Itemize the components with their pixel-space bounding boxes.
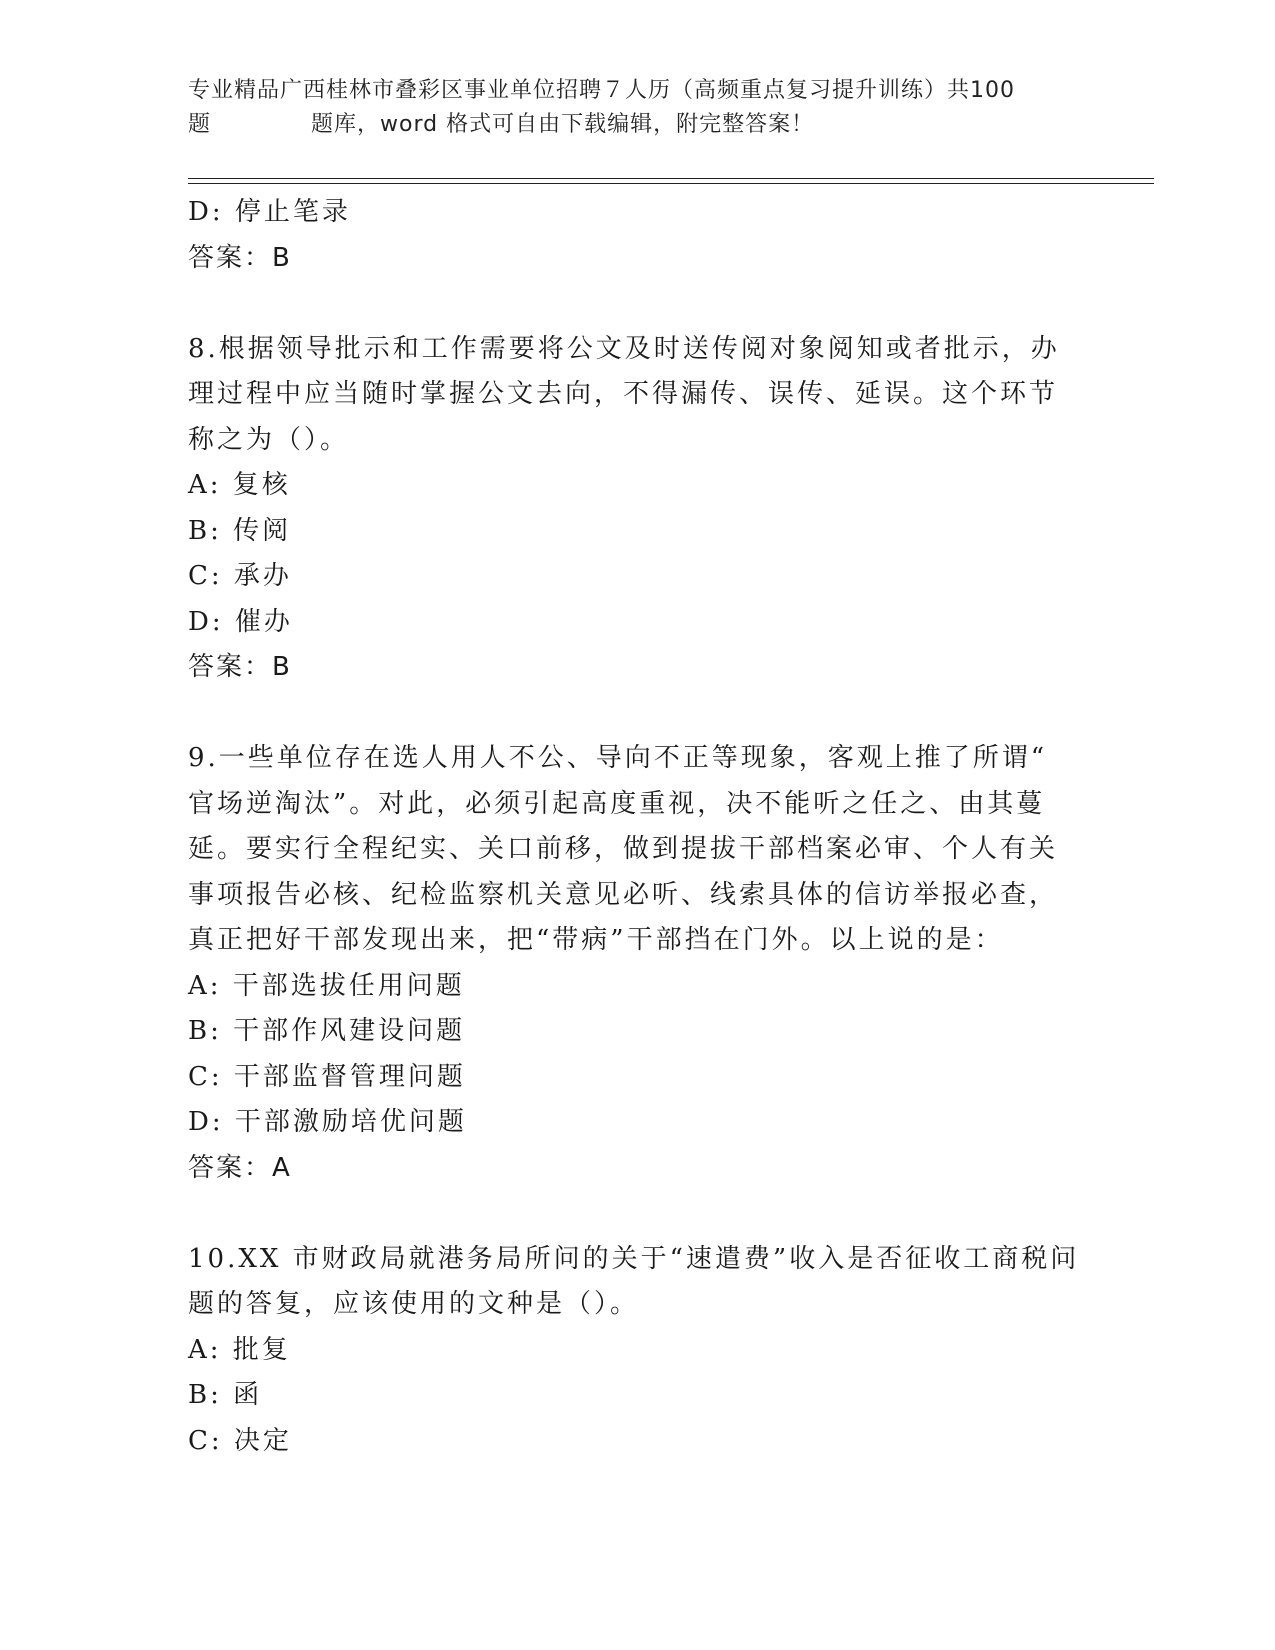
q9-stem-line: 事项报告必核、纪检监察机关意见必听、线索具体的信访举报必查， [188,879,1059,910]
q10-stem-line: 10.XX 市财政局就港务局所问的关于“速遣费”收入是否征收工商税问 [188,1243,1080,1274]
q8-stem-line: 称之为（）。 [188,424,350,455]
header-title-line2-left: 题 [188,112,212,137]
q7-answer: 答案：B [188,242,292,273]
q8-option-d: D: 催办 [188,606,293,637]
q8-stem-line: 8.根据领导批示和工作需要将公文及时送传阅对象阅知或者批示，办 [188,333,1060,364]
question-10 [188,1237,1080,1465]
document-body [188,190,1080,1464]
q8-option-a: A: 复核 [188,470,291,500]
q7-option-d: D: 停止笔录 [188,197,351,227]
q8-option-c: C: 承办 [188,561,292,591]
header-divider-top [188,178,1154,179]
q10-option-a: A: 批复 [188,1334,291,1365]
header-title-line2-right: 题库，word 格式可自由下载编辑，附完整答案！ [311,112,815,137]
q10-option-c: C: 决定 [188,1425,292,1456]
q8-option-b: B: 传阅 [188,515,292,546]
header-title-line2 [188,108,1088,142]
q9-option-b: B: 干部作风建设问题 [188,1016,466,1046]
q10-stem-line: 题的答复，应该使用的文种是（）。 [188,1289,640,1319]
q8-answer: 答案：B [188,652,292,682]
q9-option-a: A: 干部选拔任用问题 [188,970,465,1001]
q9-stem-line: 9.一些单位存在选人用人不公、导向不正等现象，客观上推了所谓“ [188,743,1048,773]
question-8 [188,327,1068,691]
q9-option-c: C: 干部监督管理问题 [188,1061,466,1092]
q9-stem-line: 官场逆淘汰”。对此，必须引起高度重视，决不能听之任之、由其蔓 [188,788,1046,819]
header-title-line1: 专业精品广西桂林市叠彩区事业单位招聘７人历（高频重点复习提升训练）共100 [188,78,1015,103]
q9-stem-line: 延。要实行全程纪实、关口前移，做到提拔干部档案必审、个人有关 [188,834,1059,864]
q10-option-b: B: 函 [188,1380,263,1410]
q9-option-d: D: 干部激励培优问题 [188,1107,467,1137]
question-9 [188,736,1068,1191]
q8-stem-line: 理过程中应当随时掌握公文去向，不得漏传、误传、延误。这个环节 [188,379,1059,409]
page-header [188,74,1088,142]
q9-answer: 答案：A [188,1152,292,1183]
header-divider-bottom [188,183,1154,184]
q9-stem-line: 真正把好干部发现出来，把“带病”干部挡在门外。以上说的是： [188,925,1004,955]
